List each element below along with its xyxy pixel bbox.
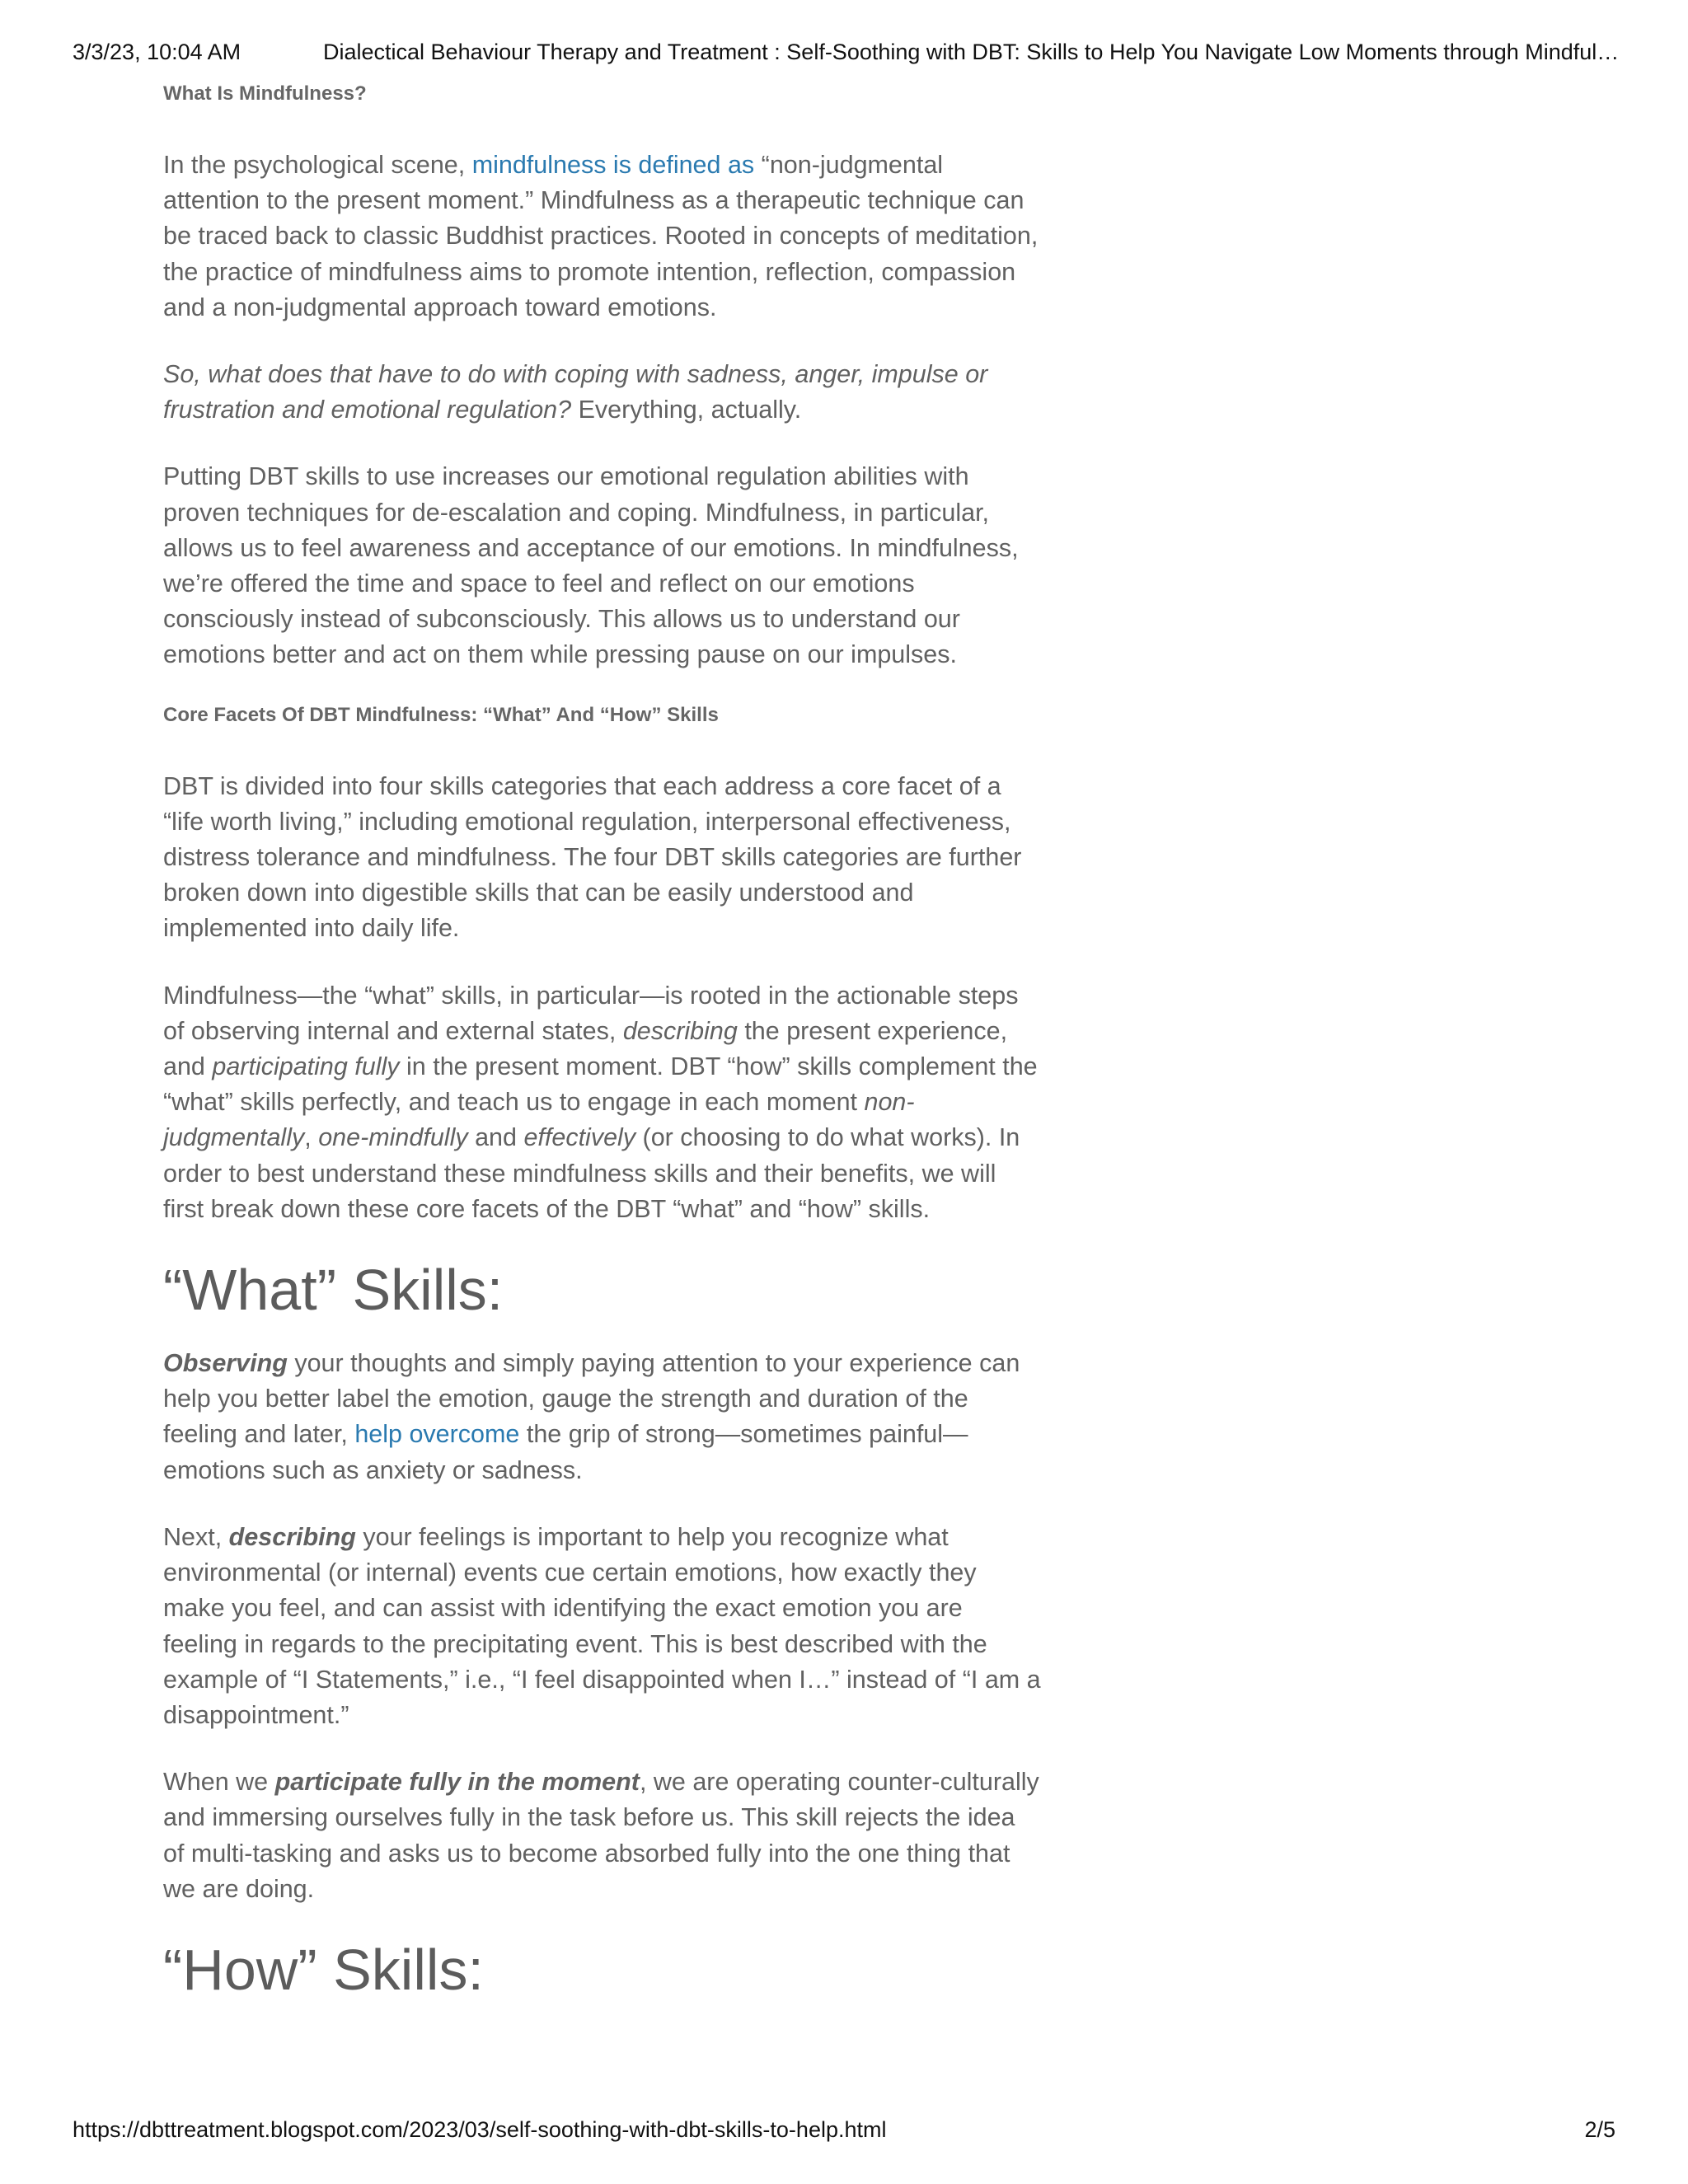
- print-footer: [73, 2117, 1615, 2147]
- paragraph-coping-question: So, what does that have to do with coping with sadness, anger, impulse or frustration and emotional regulation? Everything, actually.: [163, 360, 988, 424]
- print-page-title: Dialectical Behaviour Therapy and Treatment : Self-Soothing with DBT: Skills to Help You Navigate Low Moments through Mindful…: [323, 40, 1620, 64]
- paragraph-describing: Next, describing your feelings is important to help you recognize what environmental (or internal) events cue certain emotions, how exactly they make you feel, and can assist with identifying the exact emotion you are feeling in regards to the precipitating event. This is best described with the example of “I Statements,” i.e., “I feel disappointed when I…” instead of “I am a disappointment.”: [163, 1522, 1041, 1729]
- link-help-overcome[interactable]: help overcome: [354, 1420, 520, 1449]
- heading-what-skills: “What” Skills:: [163, 1258, 504, 1323]
- heading-how-skills: “How” Skills:: [163, 1937, 484, 2002]
- paragraph-participating: When we participate fully in the moment, we are operating counter-culturally and immersing ourselves fully in the task before us. This skill rejects the idea of multi-tasking and asks us to become absorbed fully into the one thing that we are doing.: [163, 1768, 1039, 1903]
- print-page-number: 2/5: [1584, 2117, 1615, 2142]
- section-heading-core-facets: Core Facets Of DBT Mindfulness: “What” And “How” Skills: [163, 703, 719, 726]
- paragraph-what-how-overview: Mindfulness—the “what” skills, in particular—is rooted in the actionable steps of observing internal and external states, describing the present experience, and participating fully in the present moment. DBT “how” skills complement the “what” skills perfectly, and teach us to engage in each moment non-judgmentally, one-mindfully and effectively (or choosing to do what works). In order to best understand these mindfulness skills and their benefits, we will first break down these core facets of the DBT “what” and “how” skills.: [163, 981, 1038, 1223]
- article-body: [163, 80, 1042, 2003]
- paragraph-dbt-skills-use: Putting DBT skills to use increases our emotional regulation abilities with proven techniques for de-escalation and coping. Mindfulness, in particular, allows us to feel awareness and acceptance of our emotions. In mindfulness, we’re offered the time and space to feel and reflect on our emotions consciously instead of subconsciously. This allows us to understand our emotions better and act on them while pressing pause on our impulses.: [163, 462, 1019, 669]
- link-mindfulness-defined[interactable]: mindfulness is defined as: [471, 151, 755, 179]
- print-header: [73, 40, 1620, 69]
- paragraph-mindfulness-definition: In the psychological scene, mindfulness is defined as “non-judgmental attention to the present moment.” Mindfulness as a therapeutic technique can be traced back to classic Buddhist practices. Rooted in concepts of meditation, the practice of mindfulness aims to promote intention, reflection, compassion and a non-judgmental approach toward emotions.: [163, 151, 1039, 321]
- print-url: https://dbttreatment.blogspot.com/2023/03/self-soothing-with-dbt-skills-to-help.html: [73, 2117, 887, 2142]
- paragraph-observing: Observing your thoughts and simply paying attention to your experience can help you better label the emotion, gauge the strength and duration of the feeling and later, help overcome the grip of strong—sometimes painful—emotions such as anxiety or sadness.: [163, 1349, 1020, 1484]
- print-datetime: 3/3/23, 10:04 AM: [73, 40, 241, 64]
- section-heading-what-is-mindfulness: What Is Mindfulness?: [163, 82, 367, 105]
- paragraph-four-categories: DBT is divided into four skills categories that each address a core facet of a “life worth living,” including emotional regulation, interpersonal effectiveness, distress tolerance and mindfulness. The four DBT skills categories are further broken down into digestible skills that can be easily understood and implemented into daily life.: [163, 771, 1022, 943]
